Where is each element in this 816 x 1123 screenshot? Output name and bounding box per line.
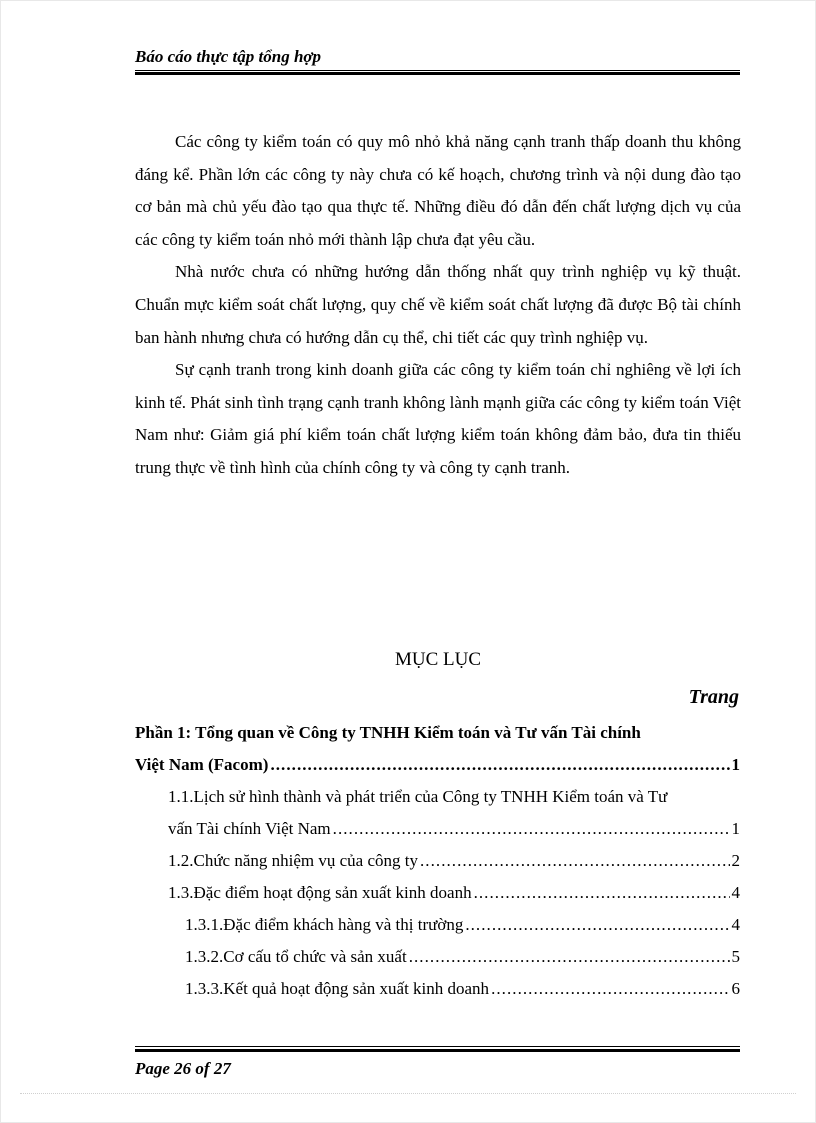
toc-entry-title: 1.3.Đặc điểm hoạt động sản xuất kinh doanh xyxy=(168,883,472,902)
toc-entry-page: 2 xyxy=(731,851,740,870)
footer-rule-thin xyxy=(135,1046,740,1047)
toc-leader-dots xyxy=(474,877,730,909)
toc-entry-title: 1.3.2.Cơ cấu tổ chức và sản xuất xyxy=(185,947,407,966)
toc-leader-dots xyxy=(420,845,730,877)
toc-heading: MỤC LỤC xyxy=(394,649,482,670)
toc-entry-page: 5 xyxy=(731,947,740,966)
toc-entry-title: 1.3.1.Đặc điểm khách hàng và thị trường xyxy=(185,915,464,934)
toc-entry-1-1-line1[interactable]: 1.1.Lịch sử hình thành và phát triển của Công ty TNHH Kiểm toán và Tư xyxy=(168,787,668,806)
toc-entry-1-3-2[interactable] xyxy=(135,941,740,973)
footer-page-number: Page 26 of 27 xyxy=(135,1059,231,1078)
toc-entry-1-3-3[interactable] xyxy=(135,973,740,1005)
toc-entry-page: 6 xyxy=(731,979,740,998)
header-rule-thin xyxy=(135,70,740,71)
header-title: Báo cáo thực tập tổng hợp xyxy=(135,47,322,66)
toc-page-label: Trang xyxy=(688,686,739,708)
toc-entry-page: 1 xyxy=(731,755,740,774)
toc-entry-part1[interactable] xyxy=(135,749,740,781)
toc-entry-1-3[interactable] xyxy=(135,877,740,909)
toc-entry-part1-line1[interactable]: Phần 1: Tổng quan về Công ty TNHH Kiểm toán và Tư vấn Tài chính xyxy=(135,723,641,742)
paragraph: Sự cạnh tranh trong kinh doanh giữa các công ty kiểm toán chỉ nghiêng về lợi ích kinh tế. Phát sinh tình trạng cạnh tranh không lành mạnh giữa các công ty kiểm toán Việt Nam như: Giảm giá phí kiểm toán chất lượng kiểm toán không đảm bảo, đưa tin thiếu trung thực về tình hình của chính công ty và công ty cạnh tranh. xyxy=(135,360,741,477)
footer-rule-thick xyxy=(135,1049,740,1052)
body-text xyxy=(135,126,741,485)
page-footer xyxy=(135,1046,740,1080)
toc-leader-dots xyxy=(409,941,730,973)
toc-entry-title: 1.3.3.Kết quả hoạt động sản xuất kinh doanh xyxy=(185,979,490,998)
toc-entry-1-2[interactable] xyxy=(135,845,740,877)
toc-leader-dots xyxy=(465,909,729,941)
header-rule-thick xyxy=(135,72,740,75)
toc-entry-title: Việt Nam (Facom) xyxy=(135,755,269,774)
paragraph: Nhà nước chưa có những hướng dẫn thống nhất quy trình nghiệp vụ kỹ thuật. Chuẩn mực kiểm soát chất lượng, quy chế về kiểm soát chất lượng đã được Bộ tài chính ban hành nhưng chưa có hướng dẫn cụ thể, chi tiết các quy trình nghiệp vụ. xyxy=(135,262,741,347)
toc-leader-dots xyxy=(333,813,730,845)
toc-entry-title: vấn Tài chính Việt Nam xyxy=(168,819,331,838)
toc-entry-page: 4 xyxy=(731,883,740,902)
toc-entry-page: 4 xyxy=(731,915,740,934)
table-of-contents xyxy=(135,717,740,1005)
bottom-divider xyxy=(20,1093,796,1094)
page-header xyxy=(135,46,740,75)
toc-entry-page: 1 xyxy=(731,819,740,838)
toc-leader-dots xyxy=(270,749,729,781)
toc-entry-1-1[interactable] xyxy=(135,813,740,845)
toc-entry-title: 1.2.Chức năng nhiệm vụ của công ty xyxy=(168,851,418,870)
toc-entry-1-3-1[interactable] xyxy=(135,909,740,941)
toc-leader-dots xyxy=(491,973,729,1005)
paragraph: Các công ty kiểm toán có quy mô nhỏ khả năng cạnh tranh thấp doanh thu không đáng kể. Phần lớn các công ty này chưa có kế hoạch, chương trình và nội dung đào tạo cơ bản mà chủ yếu đào tạo qua thực tế. Những điều đó dẫn đến chất lượng dịch vụ của các công ty kiểm toán nhỏ mới thành lập chưa đạt yêu cầu. xyxy=(135,132,741,249)
